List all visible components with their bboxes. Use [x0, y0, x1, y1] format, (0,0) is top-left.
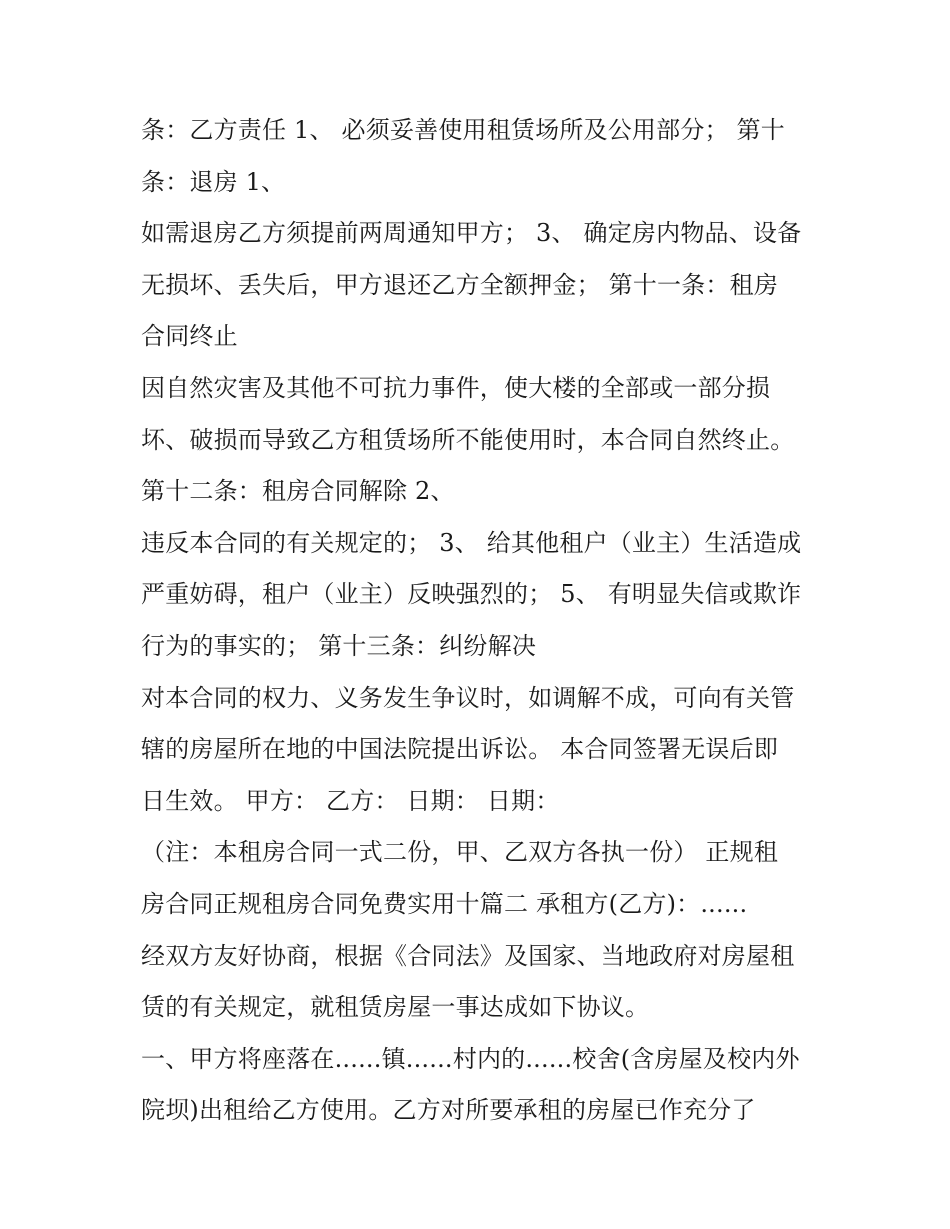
text-line: 院坝)出租给乙方使用。乙方对所要承租的房屋已作充分了	[141, 1096, 756, 1125]
text-line: 一、甲方将座落在......镇......村内的......校舍(含房屋及校内外	[141, 1044, 800, 1073]
text-line: 条：退房 1、	[141, 167, 286, 196]
text-line: 房合同正规租房合同免费实用十篇二 承租方(乙方)：......	[141, 889, 748, 918]
text-line: 经双方友好协商，根据《合同法》及国家、当地政府对房屋租	[141, 941, 795, 970]
text-line: 坏、破损而导致乙方租赁场所不能使用时，本合同自然终止。	[141, 425, 795, 454]
text-line: 合同终止	[141, 322, 238, 351]
text-line: 违反本合同的有关规定的； 3、 给其他租户（业主）生活造成	[141, 528, 802, 557]
text-line: 赁的有关规定，就租赁房屋一事达成如下协议。	[141, 993, 650, 1022]
text-line: 如需退房乙方须提前两周通知甲方； 3、 确定房内物品、设备	[141, 219, 802, 248]
text-line: 无损坏、丢失后，甲方退还乙方全额押金； 第十一条：租房	[141, 270, 779, 299]
text-line: 第十二条：租房合同解除 2、	[141, 477, 455, 506]
text-line: （注：本租房合同一式二份，甲、乙双方各执一份） 正规租	[141, 838, 779, 867]
text-line: 日生效。 甲方： 乙方： 日期： 日期：	[141, 786, 560, 815]
document-body	[141, 105, 831, 1137]
text-line: 因自然灾害及其他不可抗力事件，使大楼的全部或一部分损	[141, 373, 771, 402]
text-line: 条：乙方责任 1、 必须妥善使用租赁场所及公用部分； 第十	[141, 116, 785, 144]
text-line: 行为的事实的； 第十三条：纠纷解决	[141, 631, 537, 660]
text-line: 严重妨碍，租户（业主）反映强烈的； 5、 有明显失信或欺诈	[141, 580, 802, 609]
text-line: 对本合同的权力、义务发生争议时，如调解不成，可向有关管	[141, 683, 795, 712]
text-line: 辖的房屋所在地的中国法院提出诉讼。 本合同签署无误后即	[141, 735, 779, 764]
